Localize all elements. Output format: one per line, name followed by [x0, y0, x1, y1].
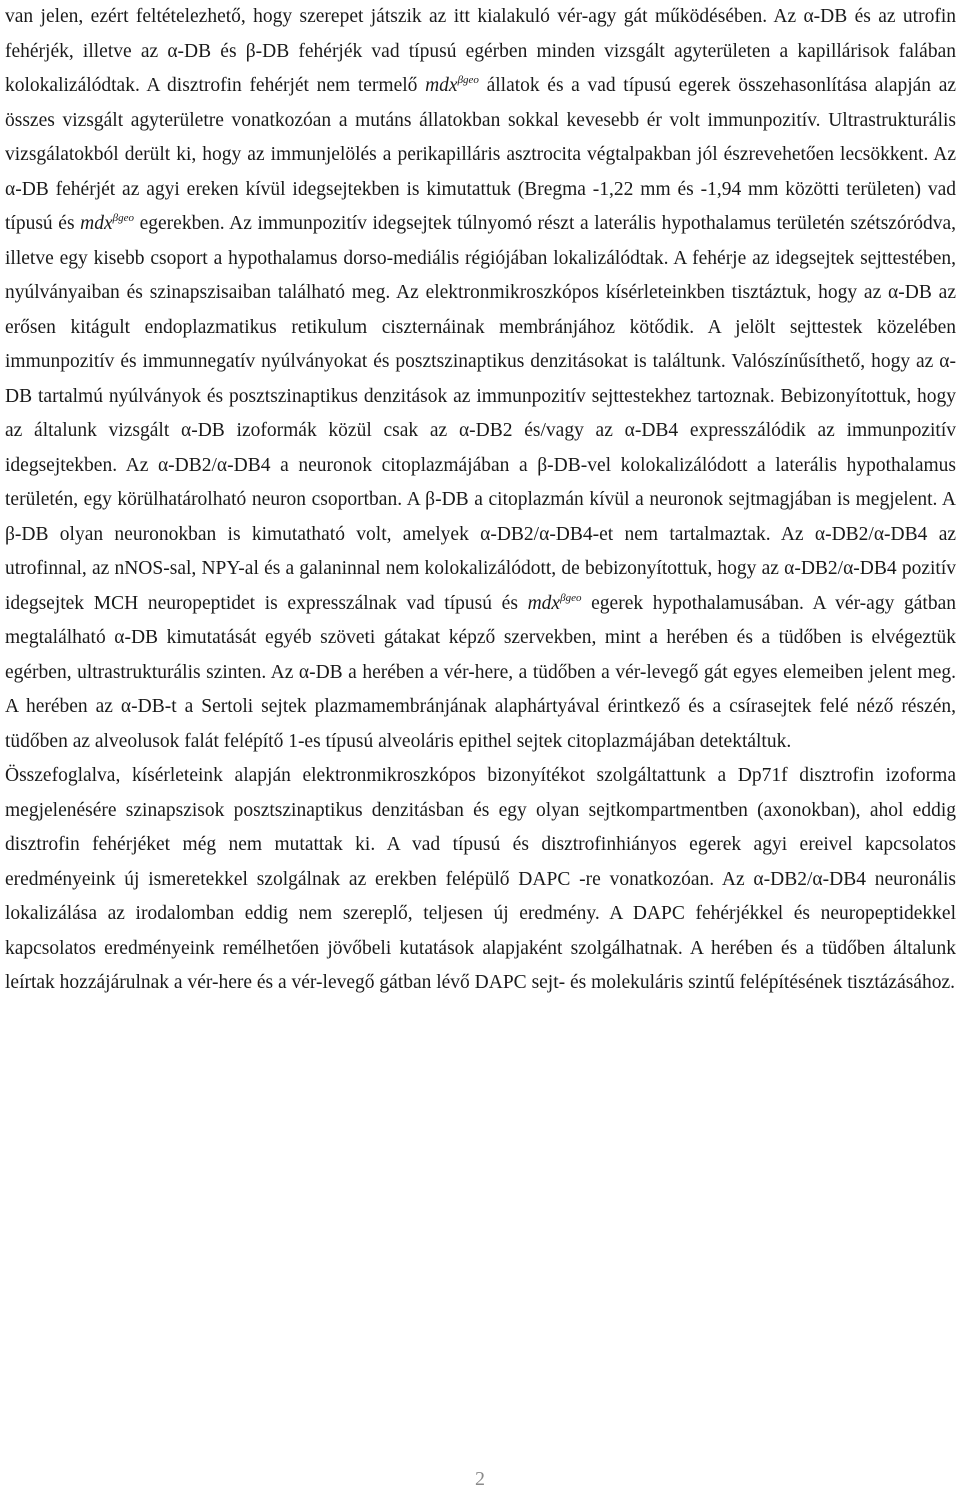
italic-term: mdx — [80, 213, 113, 234]
superscript: βgeo — [560, 591, 582, 604]
italic-term: mdx — [527, 592, 561, 614]
superscript: βgeo — [457, 74, 479, 86]
paragraph — [5, 759, 956, 1001]
text-segment: egerekben. Az immunpozitív idegsejtek túlnyomó részt a laterális hypothalamus területén szétszóródva, illetve egy kisebb csoport a hypothalamus dorso-mediális régiójában lokalizálódtak. A fehérje az idegsejtek sejttestében, nyúlványaiban és szinapszisaiban található meg. Az elektronmikroszkópos kísérleteinkben tisztáztuk, hogy az α-DB az erősen kitágult endoplazmatikus retikulum ciszternáinak membránjához kötődik. A jelölt sejttestek közelében immunpozitív és immunnegatív nyúlványokat és posztszinaptikus denzitásokat is találtunk. Valószínűsíthető, hogy az α-DB tartalmú nyúlványok és posztszinaptikus denzitások az immunpozitív sejttestekhez tartoznak. Bebizonyítottuk, hogy az általunk vizsgált α-DB izoformák közül csak az α-DB2 és/vagy az α-DB4 expresszálódik az immunpozitív idegsejtekben. Az α-DB2/α-DB4 a neuronok citoplazmájában a β-DB-vel kolokalizálódott a laterális hypothalamus területén, egy körülhatárolható neuron csoportban. A β-DB a citoplazmán kívül a neuronok sejtmagjában is megjelent. A β-DB olyan neuronokban is kimutatható volt, amelyek α-DB2/α-DB4-et nem tartalmaztak. Az α-DB2/α-DB4 az utrofinnal, az nNOS-sal, NPY-al és a galaninnal nem kolokalizálódott, de bebizonyítottuk, hogy az α-DB2/α-DB4 pozitív idegsejtek MCH neuropeptidet is expresszálnak vad típusú és — [5, 213, 956, 614]
body-text — [5, 0, 956, 1001]
text-segment: egerek hypothalamusában. A vér-agy gátban megtalálható α-DB kimutatását egyéb szöveti gátakat képző szervekben, mint a herében és a tüdőben is elvégeztük egérben, ultrastrukturális szinten. Az α-DB a herében a vér-here, a tüdőben a vér-levegő gát egyes elemeiben jelent meg. A herében az α-DB-t a Sertoli sejtek plazmamembránjának alaphártyával érintkező és a csírasejtek felé néző részén, tüdőben az alveolusok falát felépítő 1-es típusú alveoláris epithel sejtek citoplazmájában detektáltuk. — [5, 592, 956, 752]
text-segment: Összefoglalva, kísérleteink alapján elektronmikroszkópos bizonyítékot szolgáltattunk a Dp71f disztrofin izoforma megjelenésére szinapszisok posztszinaptikus denzitásban és egy olyan sejtkompartmentben (axonokban), ahol eddig disztrofin fehérjéket még nem mutattak ki. A vad típusú és disztrofinhiányos egerek agyi ereivel kapcsolatos eredményeink új ismeretekkel szolgálnak az erekben felépülő DAPC -re vonatkozóan. Az α-DB2/α-DB4 neuronális lokalizálása az irodalomban eddig nem szereplő, teljesen új eredmény. A DAPC fehérjékkel és neuropeptidekkel kapcsolatos eredményeink remélhetően jövőbeli kutatások alapjaként szolgálhatnak. A herében és a tüdőben általunk leírtak hozzájárulnak a vér-here és a vér-levegő gátban lévő DAPC sejt- és molekuláris szintű felépítésének tisztázásához. — [5, 765, 956, 993]
italic-term: mdx — [425, 75, 458, 96]
text-segment: állatok és a vad típusú egerek összehasonlítása alapján az összes vizsgált agyterületre vonatkozóan a mutáns állatokban sokkal kevesebb ér volt immunpozitív. Ultrastrukturális vizsgálatokból derült ki, hogy az immunjelölés a perikapilláris asztrocita végtalpakban jól észrevehetően lecsökkent. Az α-DB fehérjét az agyi ereken kívül idegsejtekben is kimutattuk (Bregma -1,22 mm és -1,94 mm közötti területen) vad típusú és — [5, 75, 957, 234]
superscript: βgeo — [112, 212, 135, 224]
text-segment: van jelen, ezért feltételezhető, hogy szerepet játszik az itt kialakuló vér-agy gát működésében. Az α-DB és az utrofin fehérjék, illetve az α-DB és β-DB fehérjék vad típusú egérben minden vizsgált agyterületen a kapillárisok falában kolokalizálódtak. A disztrofin fehérjét nem termelő — [5, 6, 956, 96]
document-page — [5, 0, 956, 1001]
paragraph — [5, 0, 956, 759]
page-number: 2 — [475, 1468, 485, 1490]
